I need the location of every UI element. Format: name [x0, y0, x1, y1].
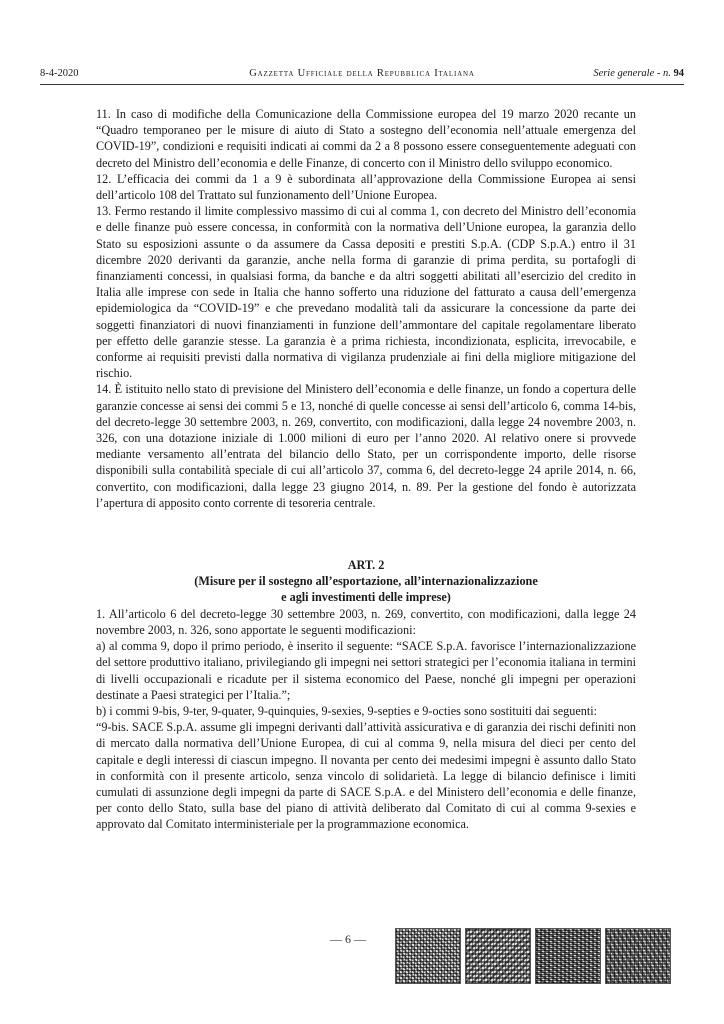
page-number: — 6 — [330, 932, 366, 946]
paragraph-12: 12. L’efficacia dei commi da 1 a 9 è subordinata all’approvazione della Commissione Europea ai sensi dell’articolo 108 del Trattato sul funzionamento dell’Unione Europea. [96, 171, 636, 203]
datamatrix-code-icon [465, 928, 531, 984]
datamatrix-code-icon [605, 928, 671, 984]
article-paragraph-a: a) al comma 9, dopo il primo periodo, è inserito il seguente: “SACE S.p.A. favorisce l’internazionalizzazione del settore produttivo italiano, privilegiando gli impegni nei settori strategici per l’economia italiana in termini di livelli occupazionali e ricadute per il sistema economico del Paese, nonché gli impegni per operazioni destinate a Paesi strategici per l’Italia.”; [96, 639, 636, 702]
article-subtitle-line2: e agli investimenti delle imprese) [281, 590, 451, 605]
article-paragraph-b: b) i commi 9-bis, 9-ter, 9-quater, 9-quinquies, 9-sexies, 9-septies e 9-octies sono sostituiti dai seguenti: [96, 703, 597, 718]
page-header [40, 67, 684, 81]
article-heading: ART. 2 [347, 558, 385, 573]
article-subtitle-line1: (Misure per il sostegno all’esportazione, all’internazionalizzazione [194, 574, 538, 589]
header-series [593, 67, 684, 81]
paragraph-11: 11. In caso di modifiche della Comunicazione della Commissione europea del 19 marzo 2020 recante un “Quadro temporaneo per le misure di aiuto di Stato a sostegno dell’economia nell’attuale emergenza del COVID-19”, condizioni e requisiti indicati ai commi da 2 a 8 possono essere conseguentemente adeguati con decreto del Ministro dell’economia e delle Finanze, di concerto con il Ministro dello sviluppo economico. [96, 107, 636, 170]
paragraph-13: 13. Fermo restando il limite complessivo massimo di cui al comma 1, con decreto del Ministro dell’economia e delle finanze può essere concessa, in conformità con la normativa dell’Unione europea, la garanzia dello Stato su esposizioni assunte o da assumere da Cassa depositi e prestiti S.p.A. (CDP S.p.A.) entro il 31 dicembre 2020 derivanti da garanzie, anche nella forma di garanzie di prima perdita, su portafogli di finanziamenti concessi, in qualsiasi forma, da banche e da altri soggetti abilitati all’esercizio del credito in Italia alle imprese con sede in Italia che hanno sofferto una riduzione del fatturato a causa dell’emergenza epidemiologica da “COVID-19” e che prevedano modalità tali da assicurare la concessione da parte dei soggetti finanziatori di nuovi finanziamenti in funzione dell’ammontare del capitale regolamentare liberato per effetto delle garanzie stesse. La garanzia è a prima richiesta, incondizionata, esplicita, irrevocabile, e conforme ai requisiti previsti dalla normativa di vigilanza prudenziale ai fini della migliore mitigazione del rischio. [96, 204, 636, 381]
series-label: Serie generale - n. [593, 68, 671, 79]
datamatrix-codes [395, 928, 671, 984]
series-number: 94 [673, 68, 684, 79]
paragraph-14: 14. È istituito nello stato di previsione del Ministero dell’economia e delle finanze, un fondo a copertura delle garanzie concesse ai sensi dei commi 5 e 13, nonché di quelle concesse ai sensi dell’articolo 6, comma 14-bis, del decreto-legge 30 settembre 2003, n. 269, convertito, con modificazioni, dalla legge 24 novembre 2003, n. 326, con una dotazione iniziale di 1.000 milioni di euro per l’anno 2020. Al relativo onere si provvede mediante versamento all’entrata del bilancio dello Stato, per un corrispondente importo, delle risorse disponibili sulla contabilità speciale di cui all’articolo 37, comma 6, del decreto-legge 24 aprile 2014, n. 66, convertito, con modificazioni, dalla legge 23 giugno 2014, n. 89. Per la gestione del fondo è autorizzata l’apertura di apposito conto corrente di tesoreria centrale. [96, 382, 636, 510]
datamatrix-code-icon [535, 928, 601, 984]
page-footer [0, 928, 724, 984]
datamatrix-code-icon [395, 928, 461, 984]
header-title: Gazzetta Ufficiale della Repubblica Italiana [249, 68, 475, 79]
header-rule [40, 84, 684, 85]
article-paragraph-1: 1. All’articolo 6 del decreto-legge 30 settembre 2003, n. 269, convertito, con modificazioni, dalla legge 24 novembre 2003, n. 326, sono apportate le seguenti modificazioni: [96, 606, 636, 637]
document-body [96, 106, 636, 833]
article-paragraph-9bis: “9-bis. SACE S.p.A. assume gli impegni derivanti dall’attività assicurativa e di garanzia dei rischi definiti non di mercato dalla normativa dell’Unione Europea, di cui al comma 9, nella misura del dieci per cento del capitale e degli interessi di ciascun impegno. Il novanta per cento dei medesimi impegni è assunto dallo Stato in conformità con il presente articolo, senza vincolo di solidarietà. La legge di bilancio definisce i limiti cumulati di assunzione degli impegni da parte di SACE S.p.A. e del Ministero dell’economia e delle finanze, per conto dello Stato, sulla base del piano di attività deliberato dal Comitato di cui al comma 9-sexies e approvato dal Comitato interministeriale per la programmazione economica. [96, 720, 636, 832]
header-date: 8-4-2020 [40, 68, 79, 79]
